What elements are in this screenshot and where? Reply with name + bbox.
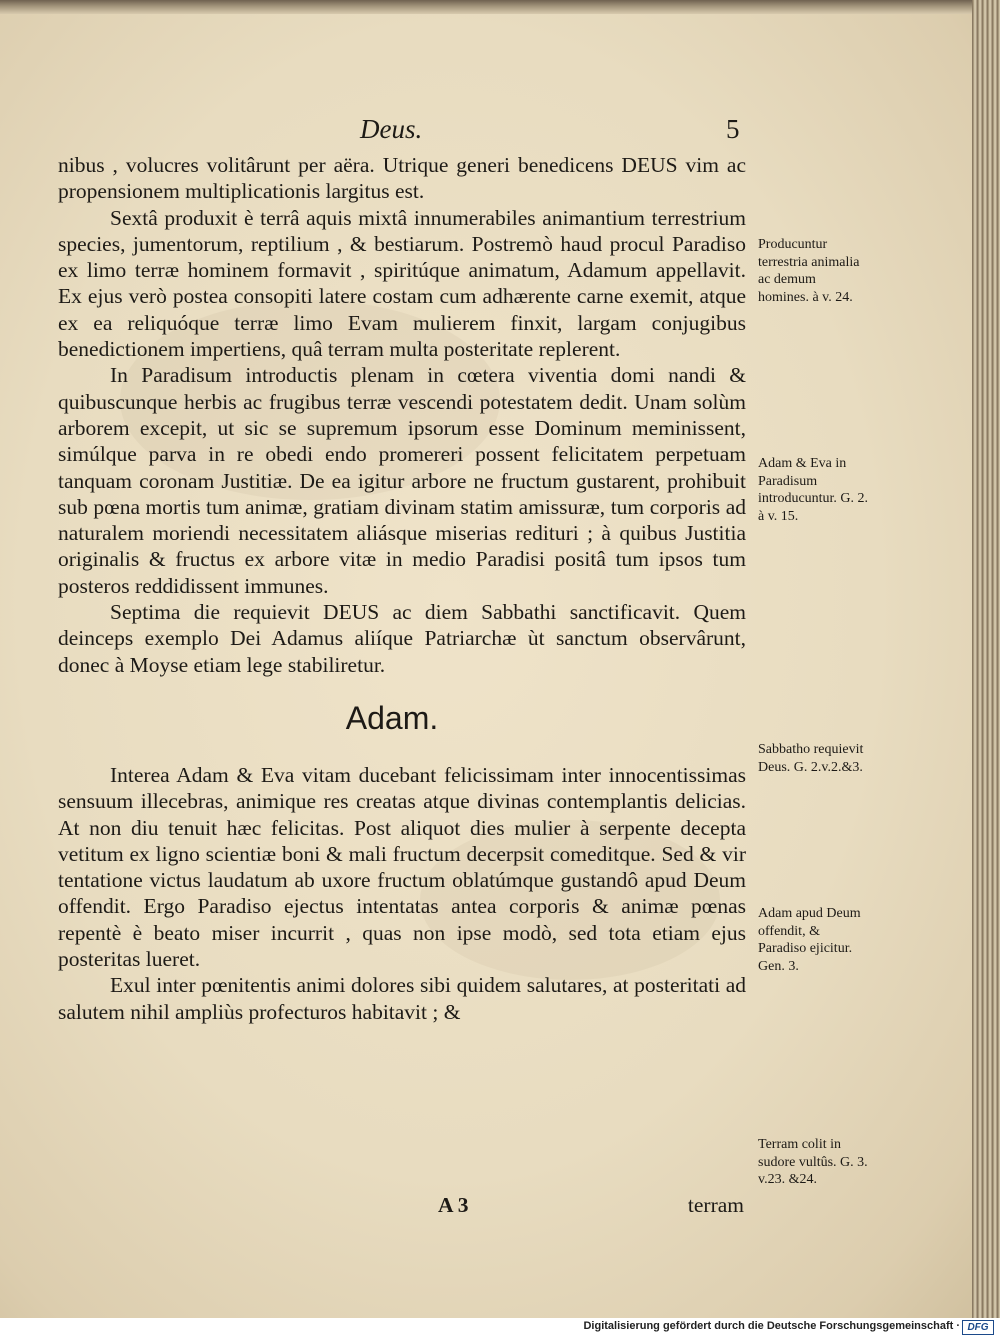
paragraph: Exul inter pœnitentis animi dolores sibi quidem salutares, at posteritati ad salutem nihil ampliùs profecturos habitavit ; & [58,973,746,1024]
book-page-edge [972,0,1000,1338]
paragraph: In Paradisum introductis plenam in cœtera viventia domi nandi & quibuscunque herbis ac frugibus terræ vescendi potestatem dedit. Unam solùm arborem excepit, ut sic se supremum ipsorum esse Dominum meminissent, simúlque parva in re obedi endo promereri possent felicitatem perpetuam tanquam coronam Justitiæ. De ea igitur arbore ne fructum gustarent, prohibuit sub pœna mortis tum animæ, gratiam divinam statim amissuræ, tum corporis ad naturalem moriendi necessitatem aliásque miserias redituri ; à quibus Justitia originalis & fructus ex arbore vitæ in medio Paradisi positâ tum ipsos tum posteros reddidissent immunes. [58,363,746,598]
page-foot-line [58,1192,746,1218]
digitization-credit: Digitalisierung gefördert durch die Deutsche Forschungsgemeinschaft · [583,1320,960,1332]
marginal-note: Adam & Eva in Paradisum introducuntur. G. 2. à v. 15. [758,456,869,524]
signature-mark: A 3 [438,1193,469,1217]
paragraph-continued: nibus , volucres volitârunt per aëra. Utrique generi benedicens DEUS vim ac propensionem multiplicationis largitus est. [58,153,746,204]
dfg-logo-icon: DFG [962,1320,994,1335]
page-number: 5 [726,114,740,144]
book-top-edge [0,0,1000,14]
section-heading: Adam. [345,699,439,736]
paragraph: Septima die requievit DEUS ac diem Sabbathi sanctificavit. Quem deinceps exemplo Dei Adamus aliíque Patriarchæ ùt sanctum observârunt, donec à Moyse etiam lege stabiliretur. [58,600,746,677]
marginal-note: Producuntur terrestria animalia ac demum homines. à v. 24. [758,237,860,305]
marginal-note: Terram colit in sudore vultûs. G. 3. v.23. &24. [758,1137,868,1187]
running-head: Deus. [360,114,423,144]
marginal-note: Sabbatho requievit Deus. G. 2.v.2.&3. [758,742,864,775]
marginal-note: Adam apud Deum offendit, & Paradiso ejicitur. Gen. 3. [758,906,861,974]
main-text-column [58,152,746,1025]
paragraph: Interea Adam & Eva vitam ducebant felicissimam inter innocentissimas sensuum illecebras, animique res creatas atque divinas contemplantis delicias. At non diu tenuit hæc felicitas. Post aliquot dies mulier à serpente decepta vetitum ex ligno scientiæ boni & mali fructum decerpsit comeditque. Sed & vir tentatione victus laudatum ab uxore fructum oblatúmque gustandô apud Deum offendit. Ergo Paradiso ejectus intentatas antea corporis & animæ pœnas repentè è beato miser incurrit , quas non ipse modò, sed tota etiam ejus posteritas lueret. [58,762,746,972]
catchword: terram [687,1193,744,1217]
paragraph: Sextâ produxit è terrâ aquis mixtâ innumerabiles animantium terrestrium species, jumentorum, reptilium , & bestiarum. Postremò haud procul Paradiso ex limo terræ hominem formavit , spiritúque animatum, Adamum appellavit. Ex ejus verò postea consopiti latere costam cum adhærente carne exemit, atque ex ea reliquóque terræ limo Evam mulierem finxit, largam conjugibus benedictionem impertiens, quâ terram multa posteritate replerent. [58,205,746,362]
